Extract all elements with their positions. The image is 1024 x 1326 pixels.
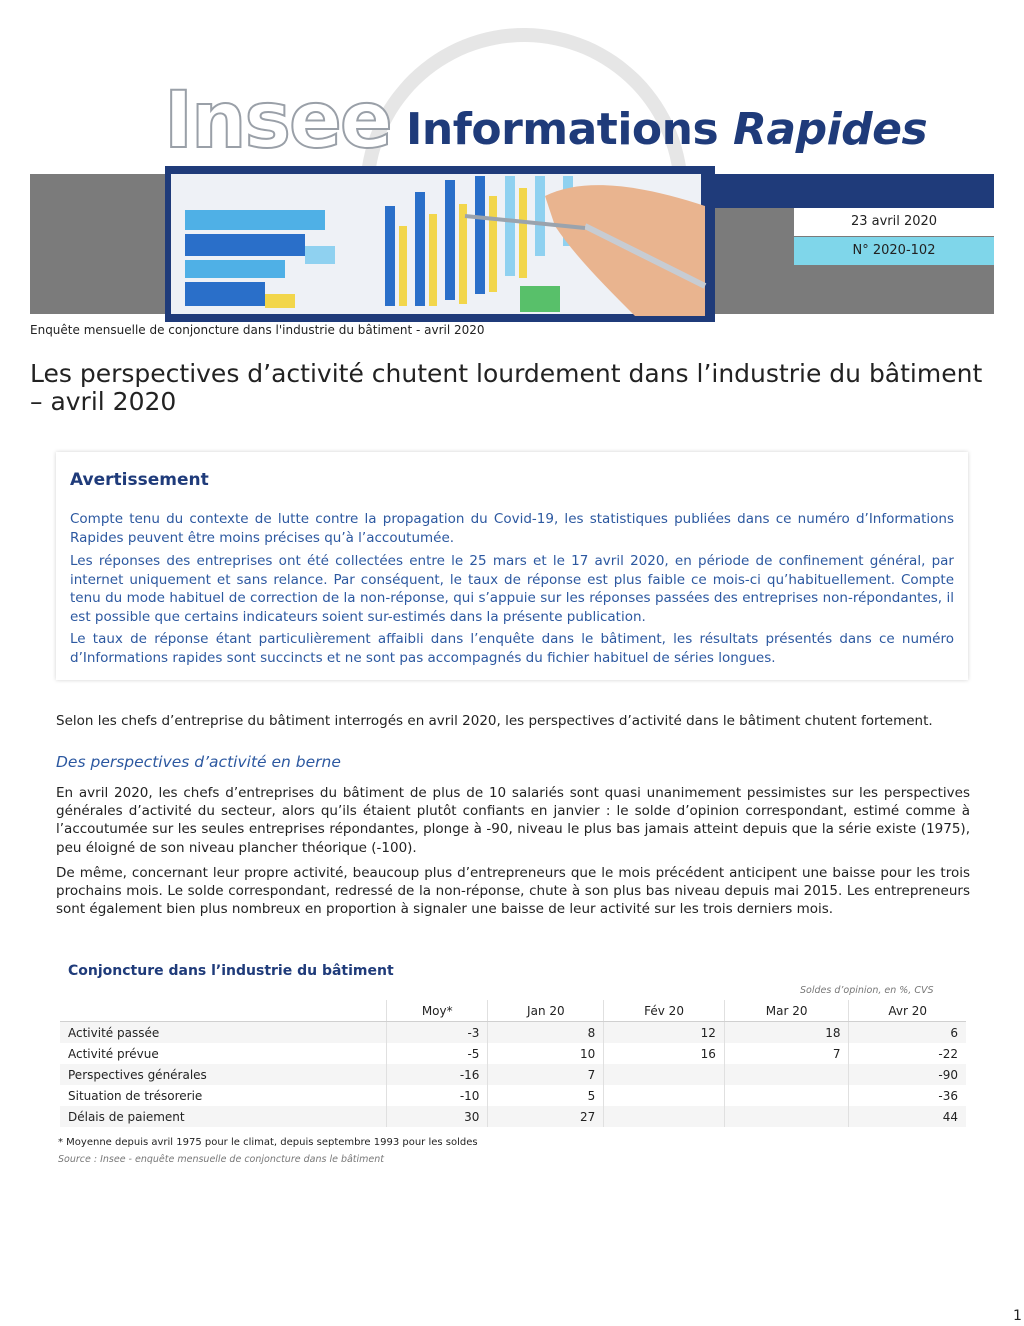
table-cell: 7: [724, 1043, 849, 1064]
row-label: Délais de paiement: [60, 1106, 387, 1127]
table-cell: 44: [849, 1106, 966, 1127]
warning-paragraph: Compte tenu du contexte de lutte contre la propagation du Covid-19, les statistiques publiées dans ce numéro d’Informations Rapides peuvent être moins précises qu’à l’accoutumée.: [70, 511, 954, 546]
table-cell: [724, 1106, 849, 1127]
table-cell: 6: [849, 1022, 966, 1044]
column-header: Mar 20: [724, 1000, 849, 1022]
warning-title: Avertissement: [70, 470, 209, 490]
table-cell: -36: [849, 1085, 966, 1106]
table-note: * Moyenne depuis avril 1975 pour le climat, depuis septembre 1993 pour les soldes: [58, 1137, 478, 1148]
warning-paragraph: Le taux de réponse étant particulièrement affaibli dans l’enquête dans le bâtiment, les résultats présentés dans ce numéro d’Informations rapides sont succincts et ne sont pas accompagnés du fichier habituel de séries longues.: [70, 631, 954, 666]
table-row: [60, 1022, 966, 1044]
page-title: Les perspectives d’activité chutent lourdement dans l’industrie du bâtiment – avril 2020: [30, 359, 983, 416]
header-photo: [165, 166, 715, 322]
table-cell: [724, 1085, 849, 1106]
table-row: [60, 1064, 966, 1085]
table-cell: [604, 1106, 725, 1127]
table-cell: [724, 1064, 849, 1085]
row-label: Situation de trésorerie: [60, 1085, 387, 1106]
column-header: Fév 20: [604, 1000, 725, 1022]
logo-rapides: Rapides: [733, 104, 928, 155]
publication-logo: [406, 104, 927, 155]
table-cell: -10: [387, 1085, 488, 1106]
table-cell: 30: [387, 1106, 488, 1127]
table-row: [60, 1106, 966, 1127]
table-cell: [604, 1085, 725, 1106]
table-cell: -22: [849, 1043, 966, 1064]
table-cell: -90: [849, 1064, 966, 1085]
row-label: Perspectives générales: [60, 1064, 387, 1085]
series-label: Enquête mensuelle de conjoncture dans l'industrie du bâtiment - avril 2020: [30, 323, 485, 337]
column-header: Jan 20: [488, 1000, 604, 1022]
column-header: [60, 1000, 387, 1022]
row-label: Activité prévue: [60, 1043, 387, 1064]
table-cell: 27: [488, 1106, 604, 1127]
table-cell: 12: [604, 1022, 725, 1044]
body-paragraph: De même, concernant leur propre activité, beaucoup plus d’entrepreneurs que le mois précédent anticipent une baisse pour les trois prochains mois. Le solde correspondant, redressé de la non-réponse, chute à son plus bas niveau depuis mai 2015. Les entrepreneurs sont également bien plus nombreux en proportion à signaler une baisse de leur activité sur les trois derniers mois.: [56, 865, 970, 918]
warning-paragraph: Les réponses des entreprises ont été collectées entre le 25 mars et le 17 avril 2020, en période de confinement général, par internet uniquement et sans relance. Par conséquent, le taux de réponse est plus faible ce mois-ci qu’habituellement. Compte tenu du mode habituel de correction de la non-réponse, qui s’appuie sur les réponses passées des entreprises non-répondantes, il est possible que certains indicateurs soient sur-estimés dans la présente publication.: [70, 553, 954, 625]
body-paragraph: En avril 2020, les chefs d’entreprises du bâtiment de plus de 10 salariés sont quasi unanimement pessimistes sur les perspectives générales d’activité du secteur, alors qu’ils étaient plutôt confiants en janvier : le solde d’opinion correspondant, estimé comme à l’accoutumée sur les seules entreprises répondantes, plonge à -90, niveau le plus bas jamais atteint depuis que la série existe (1975), peu éloigné de son niveau plancher théorique (-100).: [56, 785, 970, 856]
header-blue-bar: [700, 174, 994, 208]
table-cell: -3: [387, 1022, 488, 1044]
column-header: Moy*: [387, 1000, 488, 1022]
logo-informations: Informations: [406, 104, 719, 155]
insee-logo: Insee: [164, 76, 391, 166]
publication-number: N° 2020-102: [794, 237, 994, 265]
table-cell: 18: [724, 1022, 849, 1044]
table-title: Conjoncture dans l’industrie du bâtiment: [68, 963, 394, 979]
publication-date: 23 avril 2020: [794, 208, 994, 236]
table-cell: -16: [387, 1064, 488, 1085]
table-cell: 10: [488, 1043, 604, 1064]
table-cell: [604, 1064, 725, 1085]
table-row: [60, 1085, 966, 1106]
row-label: Activité passée: [60, 1022, 387, 1044]
table-source: Source : Insee - enquête mensuelle de conjoncture dans le bâtiment: [58, 1154, 385, 1165]
section-title: Des perspectives d’activité en berne: [56, 753, 341, 771]
table-header-row: [60, 1000, 966, 1022]
table-cell: 16: [604, 1043, 725, 1064]
intro-text: Selon les chefs d’entreprise du bâtiment interrogés en avril 2020, les perspectives d’activité dans le bâtiment chutent fortement.: [56, 713, 933, 729]
table-cell: -5: [387, 1043, 488, 1064]
data-table: [60, 1000, 966, 1127]
warning-box: [56, 452, 968, 680]
page-number: 1: [1013, 1308, 1022, 1324]
table-row: [60, 1043, 966, 1064]
table-cell: 7: [488, 1064, 604, 1085]
column-header: Avr 20: [849, 1000, 966, 1022]
table-unit: Soldes d’opinion, en %, CVS: [800, 985, 934, 996]
table-cell: 8: [488, 1022, 604, 1044]
table-cell: 5: [488, 1085, 604, 1106]
